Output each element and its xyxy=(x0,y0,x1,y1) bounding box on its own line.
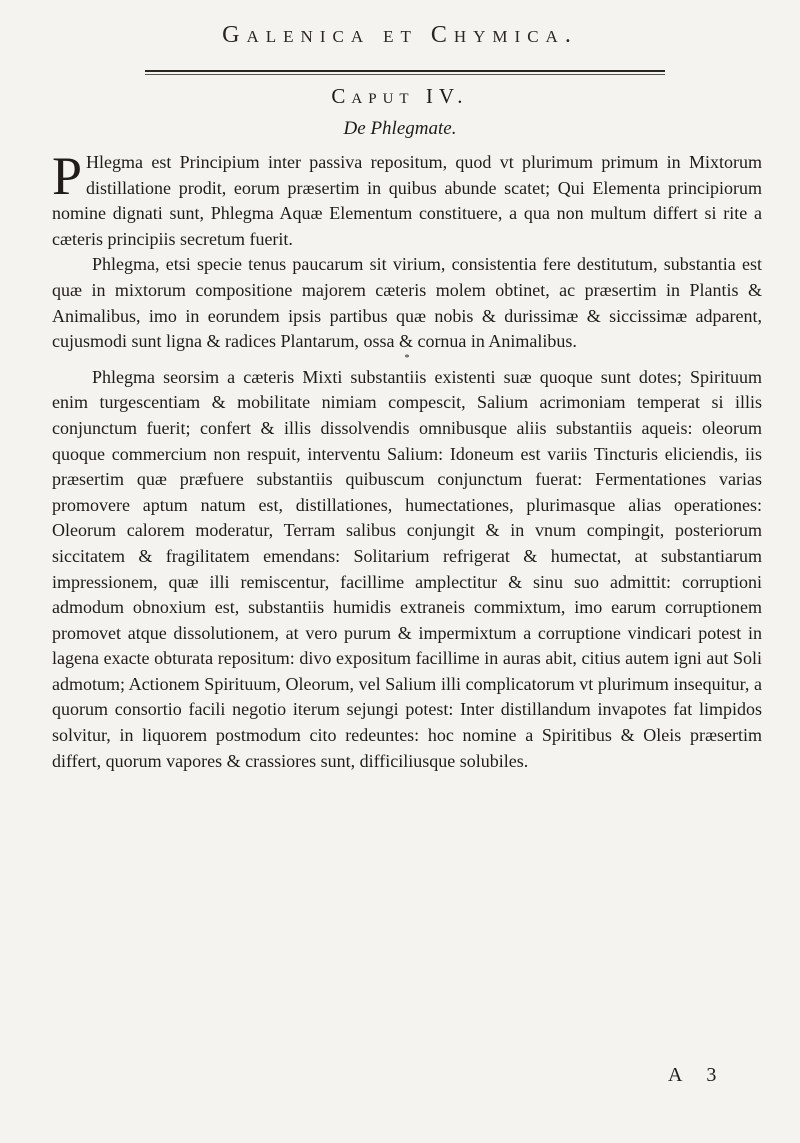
paragraph-3: Phlegma seorsim a cæteris Mixti substantiis existenti suæ quoque sunt dotes; Spirituum enim turgescentiam & mobilitate nimiam compescit, Salium acrimoniam temperat si illis conjunctum fuerit; confert & illis dissolvendis omnibusque aliis substantiis aqueis: oleorum quoque commercium non respuit, interventu Salium: Idoneum est variis Tincturis eliciendis, iis præsertim quæ præfuere substantiis quibuscum conjunctum fuerat: Fermentationes varias promovere aptum natum est, distillationes, humectationes, plurimasque alias operationes: Oleorum calorem moderatur, Terram salibus conjungit & in vnum compingit, posteriorum siccitatem & fragilitatem emendans: Solitarium refrigerat & humectat, at substantiarum impressionem, quæ illi remiscentur, facillime amplectitur & sinu suo admittit: corruptioni admodum obnoxium est, substantiis humidis extraneis commixtum, imo earum corruptionem promovet atque dissolutionem, at vero purum & impermixtum a corruptione vindicari potest in lagena exacte obturata repositum: divo expositum facillime in auras abit, citius autem igni aut Soli admotum; Actionem Spirituum, Oleorum, vel Salium illi complicatorum vt plurimum insequitur, a quorum consortio facili negotio iterum sejungi potest: Inter distillandum invapotes fat limpidos solvitur, in liquorem postmodum cito redeuntes: hoc nomine a Spiritibus & Oleis præsertim differt, quorum vapores & crassiores sunt, difficiliusque solubiles. xyxy=(52,366,762,771)
drop-cap: P xyxy=(52,146,83,206)
paragraph-1 xyxy=(52,146,762,252)
chapter-subtitle: De Phlegmate. xyxy=(343,118,457,139)
printer-mark: * xyxy=(404,352,410,364)
chapter-title: Caput IV. xyxy=(331,84,469,108)
paragraph-2: Phlegma, etsi specie tenus paucarum sit virium, consistentia fere destitutum, substantia est quæ in mixtorum compositione majorem cæteris molem obtinet, ac præsertim in Plantis & Animalibus, imo in eorundem ipsis partibus quæ nobis & durissimæ & siccissimæ adparent, cujusmodi sunt ligna & radices Plantarum, ossa & cornua in Animalibus. xyxy=(52,254,762,352)
signature-mark: A 3 xyxy=(668,1064,727,1086)
running-head: Galenica et Chymica. xyxy=(222,22,578,48)
paragraph-1-text: Hlegma est Principium inter passiva repositum, quod vt plurimum primum in Mixtorum distillatione prodit, eorum præsertim in quibus abunde scatet; Qui Elementa principiorum nomine dignati sunt, Phlegma Aquæ Elementum constituere, a qua non multum differt si rite a cæteris principiis secretum fuerit. xyxy=(52,152,762,249)
body-text xyxy=(52,146,762,774)
header-rule xyxy=(145,70,665,72)
